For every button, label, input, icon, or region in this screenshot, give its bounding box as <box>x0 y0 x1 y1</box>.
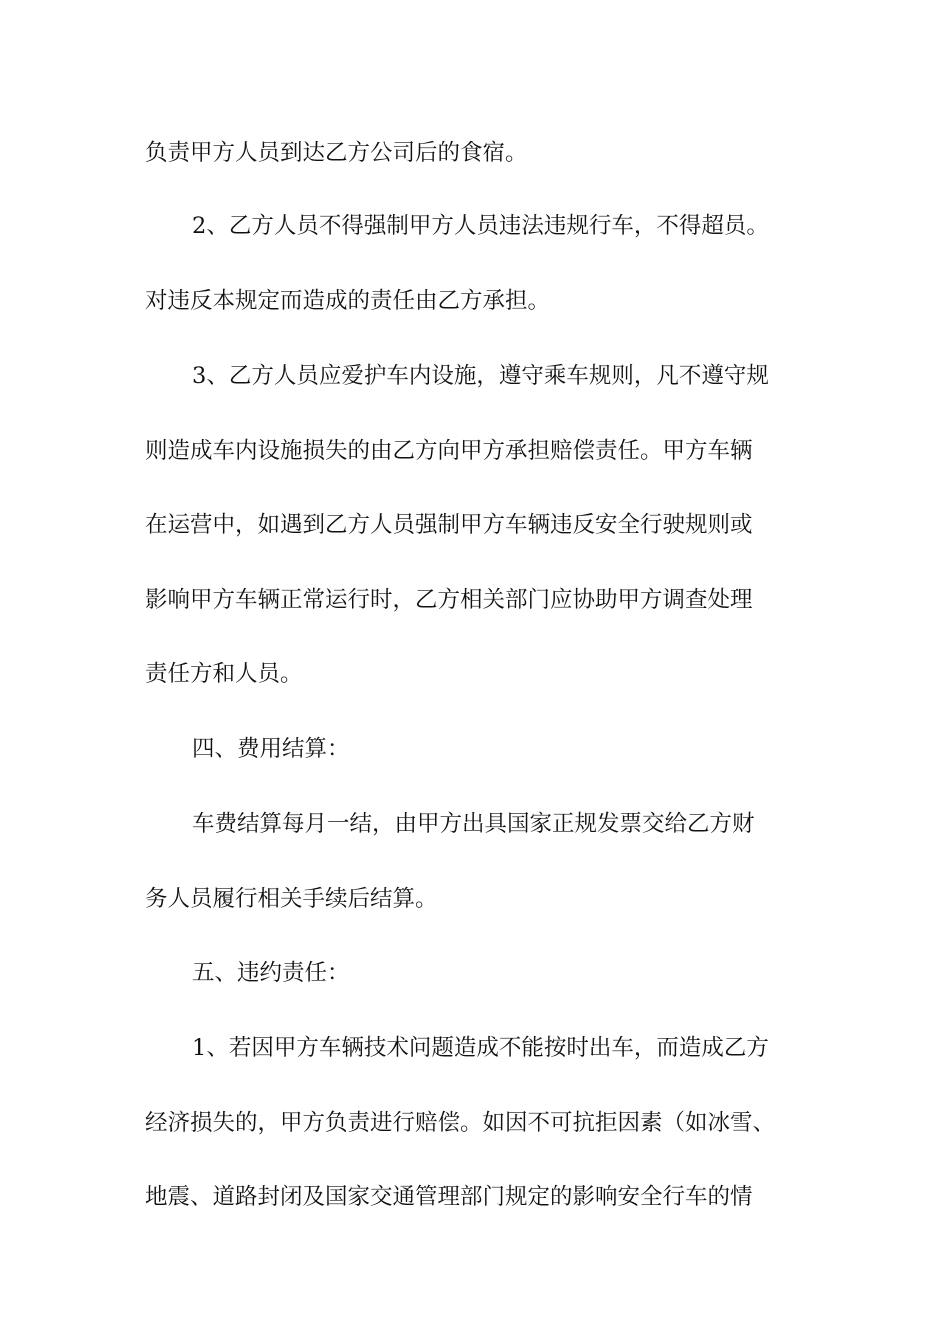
section-heading: 四、费用结算： <box>192 736 350 762</box>
text-line: 则造成车内设施损失的由乙方向甲方承担赔偿责任。甲方车辆 <box>145 438 753 464</box>
text-line: 2、乙方人员不得强制甲方人员违法违规行车，不得超员。 <box>192 213 769 239</box>
text-line: 3、乙方人员应爱护车内设施，遵守乘车规则，凡不遵守规 <box>192 363 769 389</box>
text-line: 负责甲方人员到达乙方公司后的食宿。 <box>145 140 528 166</box>
text-line: 在运营中，如遇到乙方人员强制甲方车辆违反安全行驶规则或 <box>145 512 753 538</box>
text-line: 影响甲方车辆正常运行时，乙方相关部门应协助甲方调查处理 <box>145 587 753 613</box>
text-line: 务人员履行相关手续后结算。 <box>145 886 438 912</box>
text-line: 1、若因甲方车辆技术问题造成不能按时出车，而造成乙方 <box>192 1035 769 1061</box>
text-line: 地震、道路封闭及国家交通管理部门规定的影响安全行车的情 <box>145 1184 753 1210</box>
text-line: 责任方和人员。 <box>145 661 303 687</box>
text-line: 经济损失的，甲方负责进行赔偿。如因不可抗拒因素（如冰雪、 <box>145 1110 776 1136</box>
section-heading: 五、违约责任： <box>192 960 350 986</box>
text-line: 车费结算每月一结，由甲方出具国家正规发票交给乙方财 <box>192 811 755 837</box>
text-line: 对违反本规定而造成的责任由乙方承担。 <box>145 288 551 314</box>
